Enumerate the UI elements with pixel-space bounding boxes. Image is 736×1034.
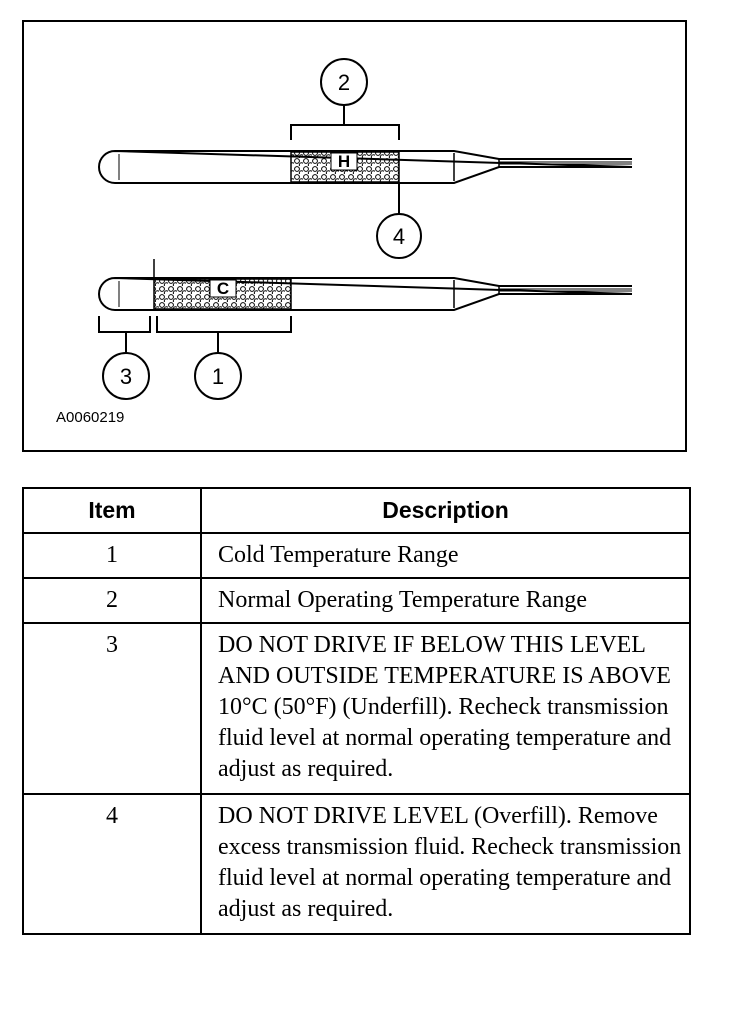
callout-4-label: 4 [392, 224, 406, 249]
item-number: 4 [23, 794, 201, 934]
item-number: 3 [23, 623, 201, 794]
item-description: DO NOT DRIVE LEVEL (Overfill). Remove excess transmission fluid. Recheck transmission fluid level at normal operating temperature and adjust as required. [201, 794, 690, 934]
figure-id: A0060219 [56, 409, 125, 426]
item-description: Normal Operating Temperature Range [201, 578, 690, 623]
callout-2-label: 2 [337, 70, 351, 95]
legend-table [22, 487, 691, 935]
bracket-2 [291, 105, 399, 140]
dipstick-hot [99, 151, 632, 183]
hot-band-letter: H [337, 152, 351, 171]
table-row [23, 623, 690, 794]
item-number: 1 [23, 533, 201, 578]
table-row [23, 533, 690, 578]
item-description: Cold Temperature Range [201, 533, 690, 578]
bracket-3 [99, 316, 150, 353]
callout-1-label: 1 [211, 364, 225, 389]
legend-header-row [23, 488, 690, 533]
dipstick-diagram [24, 22, 685, 450]
callout-1 [195, 353, 241, 399]
callout-3 [103, 353, 149, 399]
cold-band-letter: C [216, 279, 230, 298]
callout-2 [321, 59, 367, 105]
dipstick-cold [99, 259, 632, 310]
table-row [23, 578, 690, 623]
item-header: Item [23, 488, 201, 533]
callout-4 [377, 214, 421, 258]
callout-3-label: 3 [119, 364, 133, 389]
item-description: DO NOT DRIVE IF BELOW THIS LEVEL AND OUTSIDE TEMPERATURE IS ABOVE 10°C (50°F) (Underfill). Recheck transmission fluid level at normal operating temperature and adjust as required. [201, 623, 690, 794]
dipstick-illustration [22, 20, 687, 452]
table-row [23, 794, 690, 934]
description-header: Description [201, 488, 690, 533]
bracket-1 [157, 316, 291, 353]
item-number: 2 [23, 578, 201, 623]
